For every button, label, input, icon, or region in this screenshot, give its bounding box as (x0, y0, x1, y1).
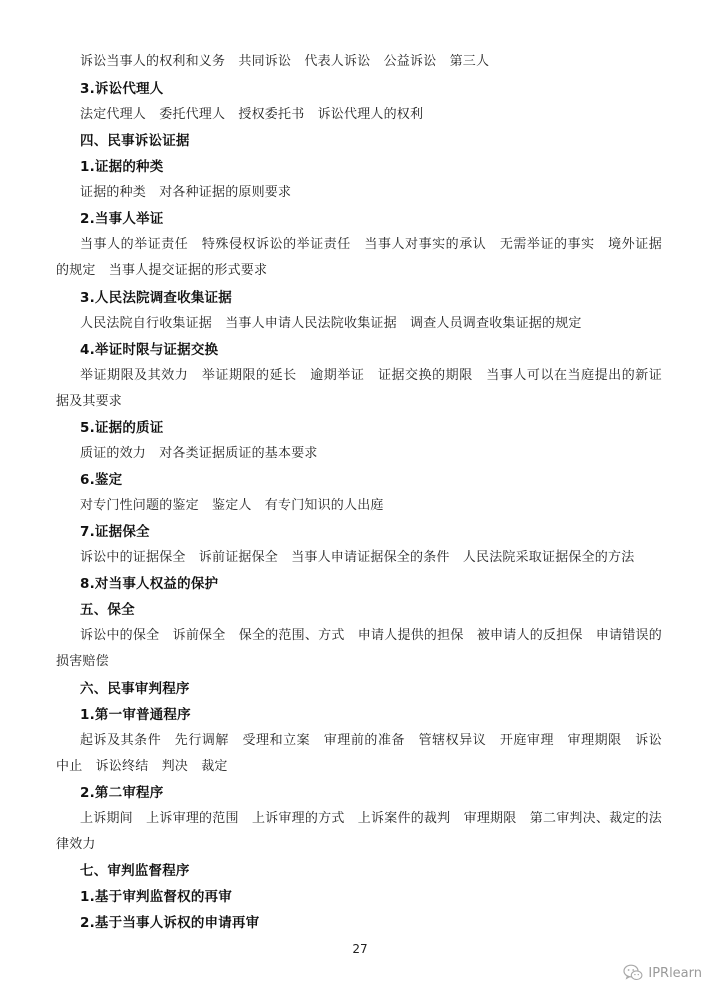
body-line-continuation: 律效力 (56, 837, 96, 852)
section-heading: 1.证据的种类 (80, 159, 164, 175)
section-heading: 2.当事人举证 (80, 211, 164, 227)
body-line-continuation: 中止 诉讼终结 判决 裁定 (56, 759, 228, 774)
section-heading: 4.举证时限与证据交换 (80, 342, 219, 358)
body-line: 诉讼中的证据保全 诉前证据保全 当事人申请证据保全的条件 人民法院采取证据保全的方法 (80, 550, 635, 565)
chapter-heading: 五、保全 (80, 602, 135, 618)
body-line: 诉讼当事人的权利和义务 共同诉讼 代表人诉讼 公益诉讼 第三人 (80, 54, 490, 69)
watermark-text: IPRlearn (648, 965, 702, 981)
body-line: 诉讼中的保全 诉前保全 保全的范围、方式 申请人提供的担保 被申请人的反担保 申请错误的 (80, 628, 662, 643)
body-line: 举证期限及其效力 举证期限的延长 逾期举证 证据交换的期限 当事人可以在当庭提出的新证 (80, 368, 662, 383)
watermark (623, 962, 702, 984)
section-heading: 8.对当事人权益的保护 (80, 576, 219, 592)
section-heading: 6.鉴定 (80, 472, 123, 488)
section-heading: 1.第一审普通程序 (80, 707, 191, 723)
body-line: 起诉及其条件 先行调解 受理和立案 审理前的准备 管辖权异议 开庭审理 审理期限 诉讼 (80, 733, 662, 748)
body-line: 质证的效力 对各类证据质证的基本要求 (80, 446, 318, 461)
body-line: 法定代理人 委托代理人 授权委托书 诉讼代理人的权利 (80, 107, 424, 122)
body-line: 对专门性问题的鉴定 鉴定人 有专门知识的人出庭 (80, 498, 384, 513)
body-line: 证据的种类 对各种证据的原则要求 (80, 185, 292, 200)
section-heading: 1.基于审判监督权的再审 (80, 889, 232, 905)
chapter-heading: 四、民事诉讼证据 (80, 133, 190, 149)
body-line: 上诉期间 上诉审理的范围 上诉审理的方式 上诉案件的裁判 审理期限 第二审判决、裁定的法 (80, 811, 662, 826)
wechat-icon (623, 964, 643, 982)
body-line-continuation: 的规定 当事人提交证据的形式要求 (56, 263, 268, 278)
section-heading: 5.证据的质证 (80, 420, 164, 436)
body-line: 当事人的举证责任 特殊侵权诉讼的举证责任 当事人对事实的承认 无需举证的事实 境外证据 (80, 237, 662, 252)
body-line: 人民法院自行收集证据 当事人申请人民法院收集证据 调查人员调查收集证据的规定 (80, 316, 582, 331)
body-line-continuation: 损害赔偿 (56, 654, 109, 669)
section-heading: 3.诉讼代理人 (80, 81, 164, 97)
section-heading: 3.人民法院调查收集证据 (80, 290, 232, 306)
section-heading: 2.基于当事人诉权的申请再审 (80, 915, 260, 931)
page-number: 27 (352, 942, 368, 956)
chapter-heading: 七、审判监督程序 (80, 863, 190, 879)
body-line-continuation: 据及其要求 (56, 394, 123, 409)
section-heading: 7.证据保全 (80, 524, 150, 540)
section-heading: 2.第二审程序 (80, 785, 164, 801)
chapter-heading: 六、民事审判程序 (80, 681, 190, 697)
